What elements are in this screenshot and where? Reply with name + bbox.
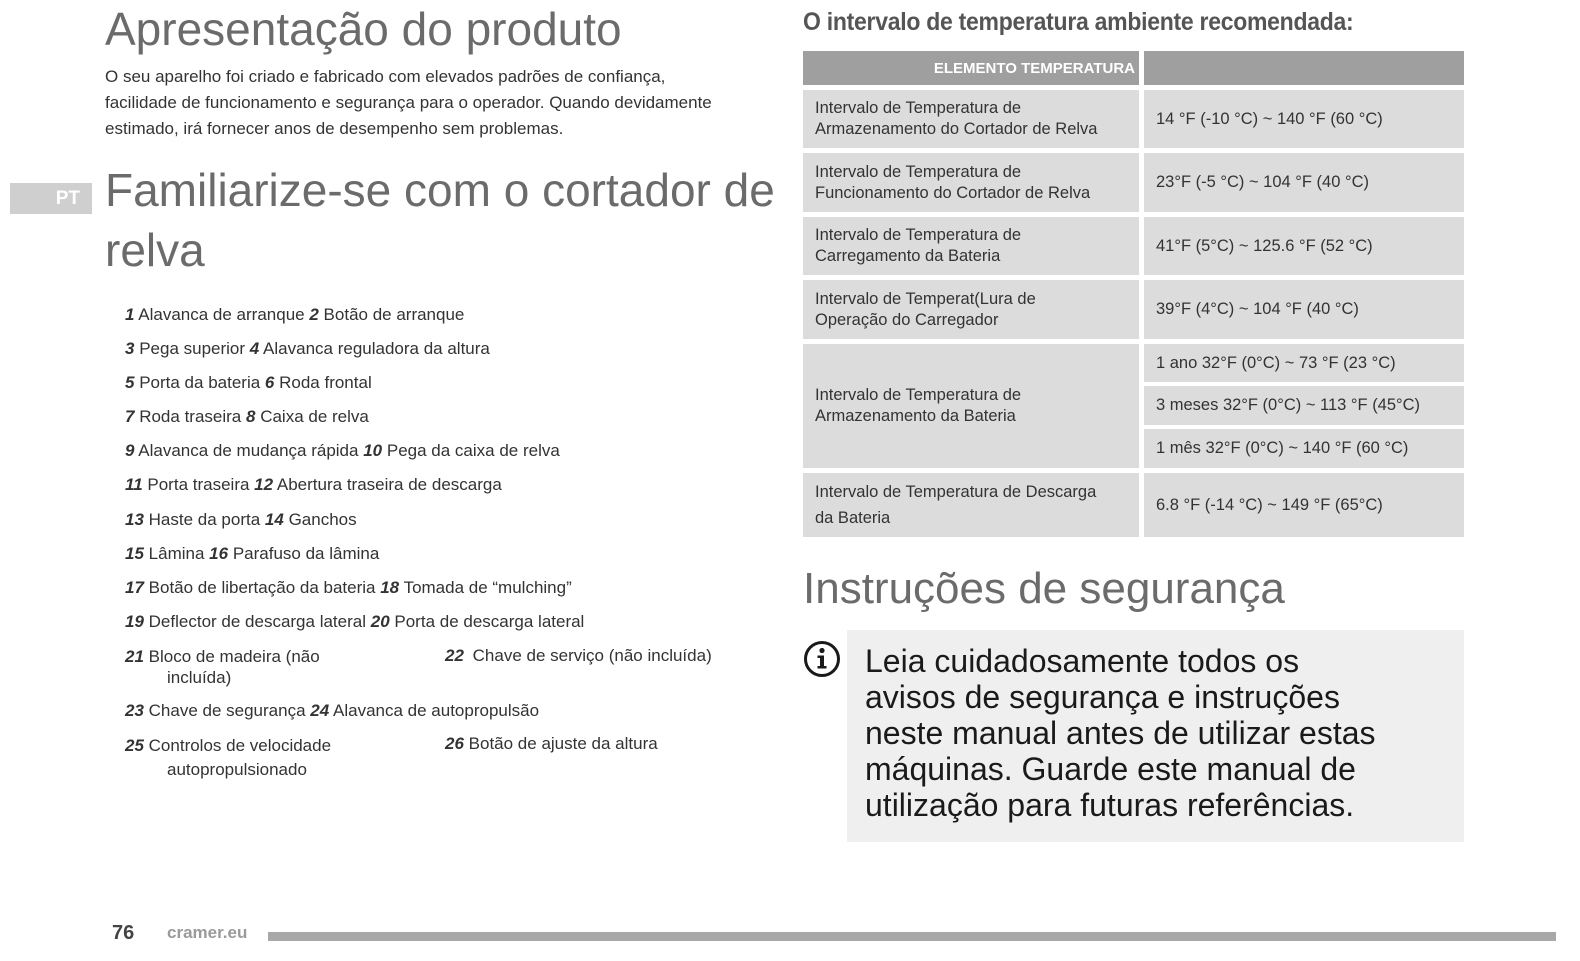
part-number: 8 bbox=[246, 407, 256, 426]
part-number: 26 bbox=[445, 734, 464, 753]
part-label-continued: incluída) bbox=[167, 668, 232, 687]
part-number: 3 bbox=[125, 339, 135, 358]
part-number: 1 bbox=[125, 305, 135, 324]
part-label: Caixa de relva bbox=[260, 407, 369, 426]
table-row-label bbox=[803, 153, 1139, 212]
intro-line: O seu aparelho foi criado e fabricado com elevados padrões de confiança, bbox=[105, 67, 666, 86]
list-item bbox=[125, 305, 464, 325]
table-row-label bbox=[803, 344, 1139, 468]
info-icon bbox=[803, 640, 841, 678]
product-title: Apresentação do produto bbox=[105, 3, 622, 55]
part-number: 19 bbox=[125, 612, 144, 631]
list-item bbox=[125, 734, 425, 782]
list-item bbox=[125, 578, 572, 598]
part-number: 10 bbox=[363, 441, 383, 460]
part-number: 13 bbox=[125, 510, 144, 529]
part-label: Botão de libertação da bateria bbox=[148, 578, 376, 597]
list-item bbox=[445, 646, 712, 666]
part-number: 6 bbox=[264, 373, 275, 392]
part-label: Roda traseira bbox=[139, 407, 242, 426]
part-number: 18 bbox=[380, 578, 400, 597]
part-number: 9 bbox=[125, 441, 135, 460]
table-row-value: 6.8 °F (-14 °C) ~ 149 °F (65°C) bbox=[1144, 473, 1464, 537]
table-row-label bbox=[803, 217, 1139, 275]
part-label: Alavanca de autopropulsão bbox=[333, 701, 540, 720]
table-row-value: 1 ano 32°F (0°C) ~ 73 °F (23 °C) bbox=[1144, 344, 1464, 382]
table-row-label bbox=[803, 473, 1139, 537]
table-row-value: 3 meses 32°F (0°C) ~ 113 °F (45°C) bbox=[1144, 386, 1464, 425]
temperature-table-title: O intervalo de temperatura ambiente recomendada: bbox=[803, 8, 1354, 36]
part-number: 24 bbox=[310, 701, 330, 720]
list-item bbox=[125, 544, 379, 564]
part-number: 25 bbox=[125, 736, 144, 755]
label-line: Armazenamento do Cortador de Relva bbox=[815, 120, 1098, 138]
part-label-continued: autopropulsionado bbox=[167, 760, 307, 779]
footer-rule bbox=[268, 932, 1556, 941]
table-header-value bbox=[1144, 51, 1464, 85]
part-label: Porta traseira bbox=[147, 475, 250, 494]
part-label: Parafuso da lâmina bbox=[232, 544, 380, 563]
part-number: 2 bbox=[309, 305, 319, 324]
intro-line: facilidade de funcionamento e segurança para o operador. Quando devidamente bbox=[105, 93, 712, 112]
part-label: Chave de segurança bbox=[148, 701, 306, 720]
part-label: Botão de ajuste da altura bbox=[468, 734, 658, 753]
part-label: Controlos de velocidade bbox=[148, 736, 332, 755]
list-item bbox=[125, 510, 357, 530]
table-header-element: ELEMENTO TEMPERATURA bbox=[803, 51, 1139, 85]
part-label: Alavanca reguladora da altura bbox=[263, 339, 490, 358]
part-label: Chave de serviço (não incluída) bbox=[472, 646, 712, 665]
part-label: Alavanca de arranque bbox=[138, 305, 305, 324]
safety-notice bbox=[847, 630, 1464, 842]
part-label: Porta da bateria bbox=[139, 373, 261, 392]
list-item bbox=[125, 339, 490, 359]
list-item bbox=[445, 734, 658, 754]
table-row-value: 1 mês 32°F (0°C) ~ 140 °F (60 °C) bbox=[1144, 429, 1464, 468]
list-item bbox=[125, 373, 372, 393]
language-tab: PT bbox=[10, 183, 92, 214]
list-item bbox=[125, 475, 502, 495]
label-line: da Bateria bbox=[815, 509, 891, 527]
part-label: Botão de arranque bbox=[323, 305, 465, 324]
label-line: Intervalo de Temperatura de bbox=[815, 162, 1022, 181]
notice-text bbox=[865, 643, 1460, 823]
part-number: 17 bbox=[125, 578, 144, 597]
part-number: 14 bbox=[264, 510, 284, 529]
list-item bbox=[125, 441, 560, 461]
part-number: 4 bbox=[249, 339, 260, 358]
table-row-label bbox=[803, 90, 1139, 148]
part-number: 15 bbox=[125, 544, 144, 563]
list-item bbox=[125, 701, 539, 721]
part-number: 23 bbox=[125, 701, 144, 720]
part-label: Ganchos bbox=[288, 510, 357, 529]
part-number: 20 bbox=[370, 612, 390, 631]
part-number: 12 bbox=[254, 475, 274, 494]
label-line: Carregamento da Bateria bbox=[815, 247, 1001, 265]
part-label: Tomada de “mulching” bbox=[403, 578, 572, 597]
part-label: Haste da porta bbox=[148, 510, 261, 529]
part-label: Porta de descarga lateral bbox=[394, 612, 585, 631]
part-number: 22 bbox=[445, 646, 464, 665]
table-row-value: 39°F (4°C) ~ 104 °F (40 °C) bbox=[1144, 280, 1464, 339]
part-number: 5 bbox=[125, 373, 135, 392]
part-label: Abertura traseira de descarga bbox=[276, 475, 502, 494]
label-line: Intervalo de Temperat(Lura de bbox=[815, 289, 1036, 308]
intro-line: estimado, irá fornecer anos de desempenho sem problemas. bbox=[105, 119, 564, 138]
part-label: Bloco de madeira (não bbox=[148, 647, 320, 666]
safety-title: Instruções de segurança bbox=[803, 564, 1285, 613]
part-number: 21 bbox=[125, 647, 144, 666]
part-label: Pega da caixa de relva bbox=[386, 441, 560, 460]
label-line: Intervalo de Temperatura de bbox=[815, 99, 1022, 117]
notice-line: utilização para futuras referências. bbox=[865, 787, 1355, 823]
part-number: 11 bbox=[125, 475, 143, 494]
notice-line: neste manual antes de utilizar estas bbox=[865, 715, 1376, 751]
part-label: Alavanca de mudança rápida bbox=[138, 441, 359, 460]
familiarize-title-line1: Familiarize-se com o cortador de bbox=[105, 164, 775, 216]
page-number: 76 bbox=[112, 922, 135, 944]
notice-line: Leia cuidadosamente todos os bbox=[865, 643, 1300, 679]
label-line: Intervalo de Temperatura de bbox=[815, 386, 1022, 404]
list-item bbox=[125, 646, 425, 688]
list-item bbox=[125, 407, 369, 427]
part-number: 16 bbox=[209, 544, 229, 563]
label-line: Funcionamento do Cortador de Relva bbox=[815, 183, 1091, 202]
label-line: Intervalo de Temperatura de bbox=[815, 226, 1022, 244]
table-row-value: 14 °F (-10 °C) ~ 140 °F (60 °C) bbox=[1144, 90, 1464, 148]
intro-paragraph bbox=[105, 64, 765, 142]
part-label: Deflector de descarga lateral bbox=[148, 612, 366, 631]
part-number: 7 bbox=[125, 407, 135, 426]
familiarize-title-line2: relva bbox=[105, 224, 205, 276]
notice-line: máquinas. Guarde este manual de bbox=[865, 751, 1356, 787]
label-line: Operação do Carregador bbox=[815, 310, 999, 329]
label-line: Intervalo de Temperatura de Descarga bbox=[815, 483, 1097, 501]
list-item bbox=[125, 612, 584, 632]
table-row-value: 41°F (5°C) ~ 125.6 °F (52 °C) bbox=[1144, 217, 1464, 275]
table-row-value: 23°F (-5 °C) ~ 104 °F (40 °C) bbox=[1144, 153, 1464, 212]
table-row-label bbox=[803, 280, 1139, 339]
label-line: Armazenamento da Bateria bbox=[815, 407, 1016, 425]
part-label: Lâmina bbox=[148, 544, 205, 563]
part-label: Roda frontal bbox=[279, 373, 372, 392]
notice-line: avisos de segurança e instruções bbox=[865, 679, 1340, 715]
website-link[interactable]: cramer.eu bbox=[167, 923, 248, 942]
part-label: Pega superior bbox=[139, 339, 246, 358]
